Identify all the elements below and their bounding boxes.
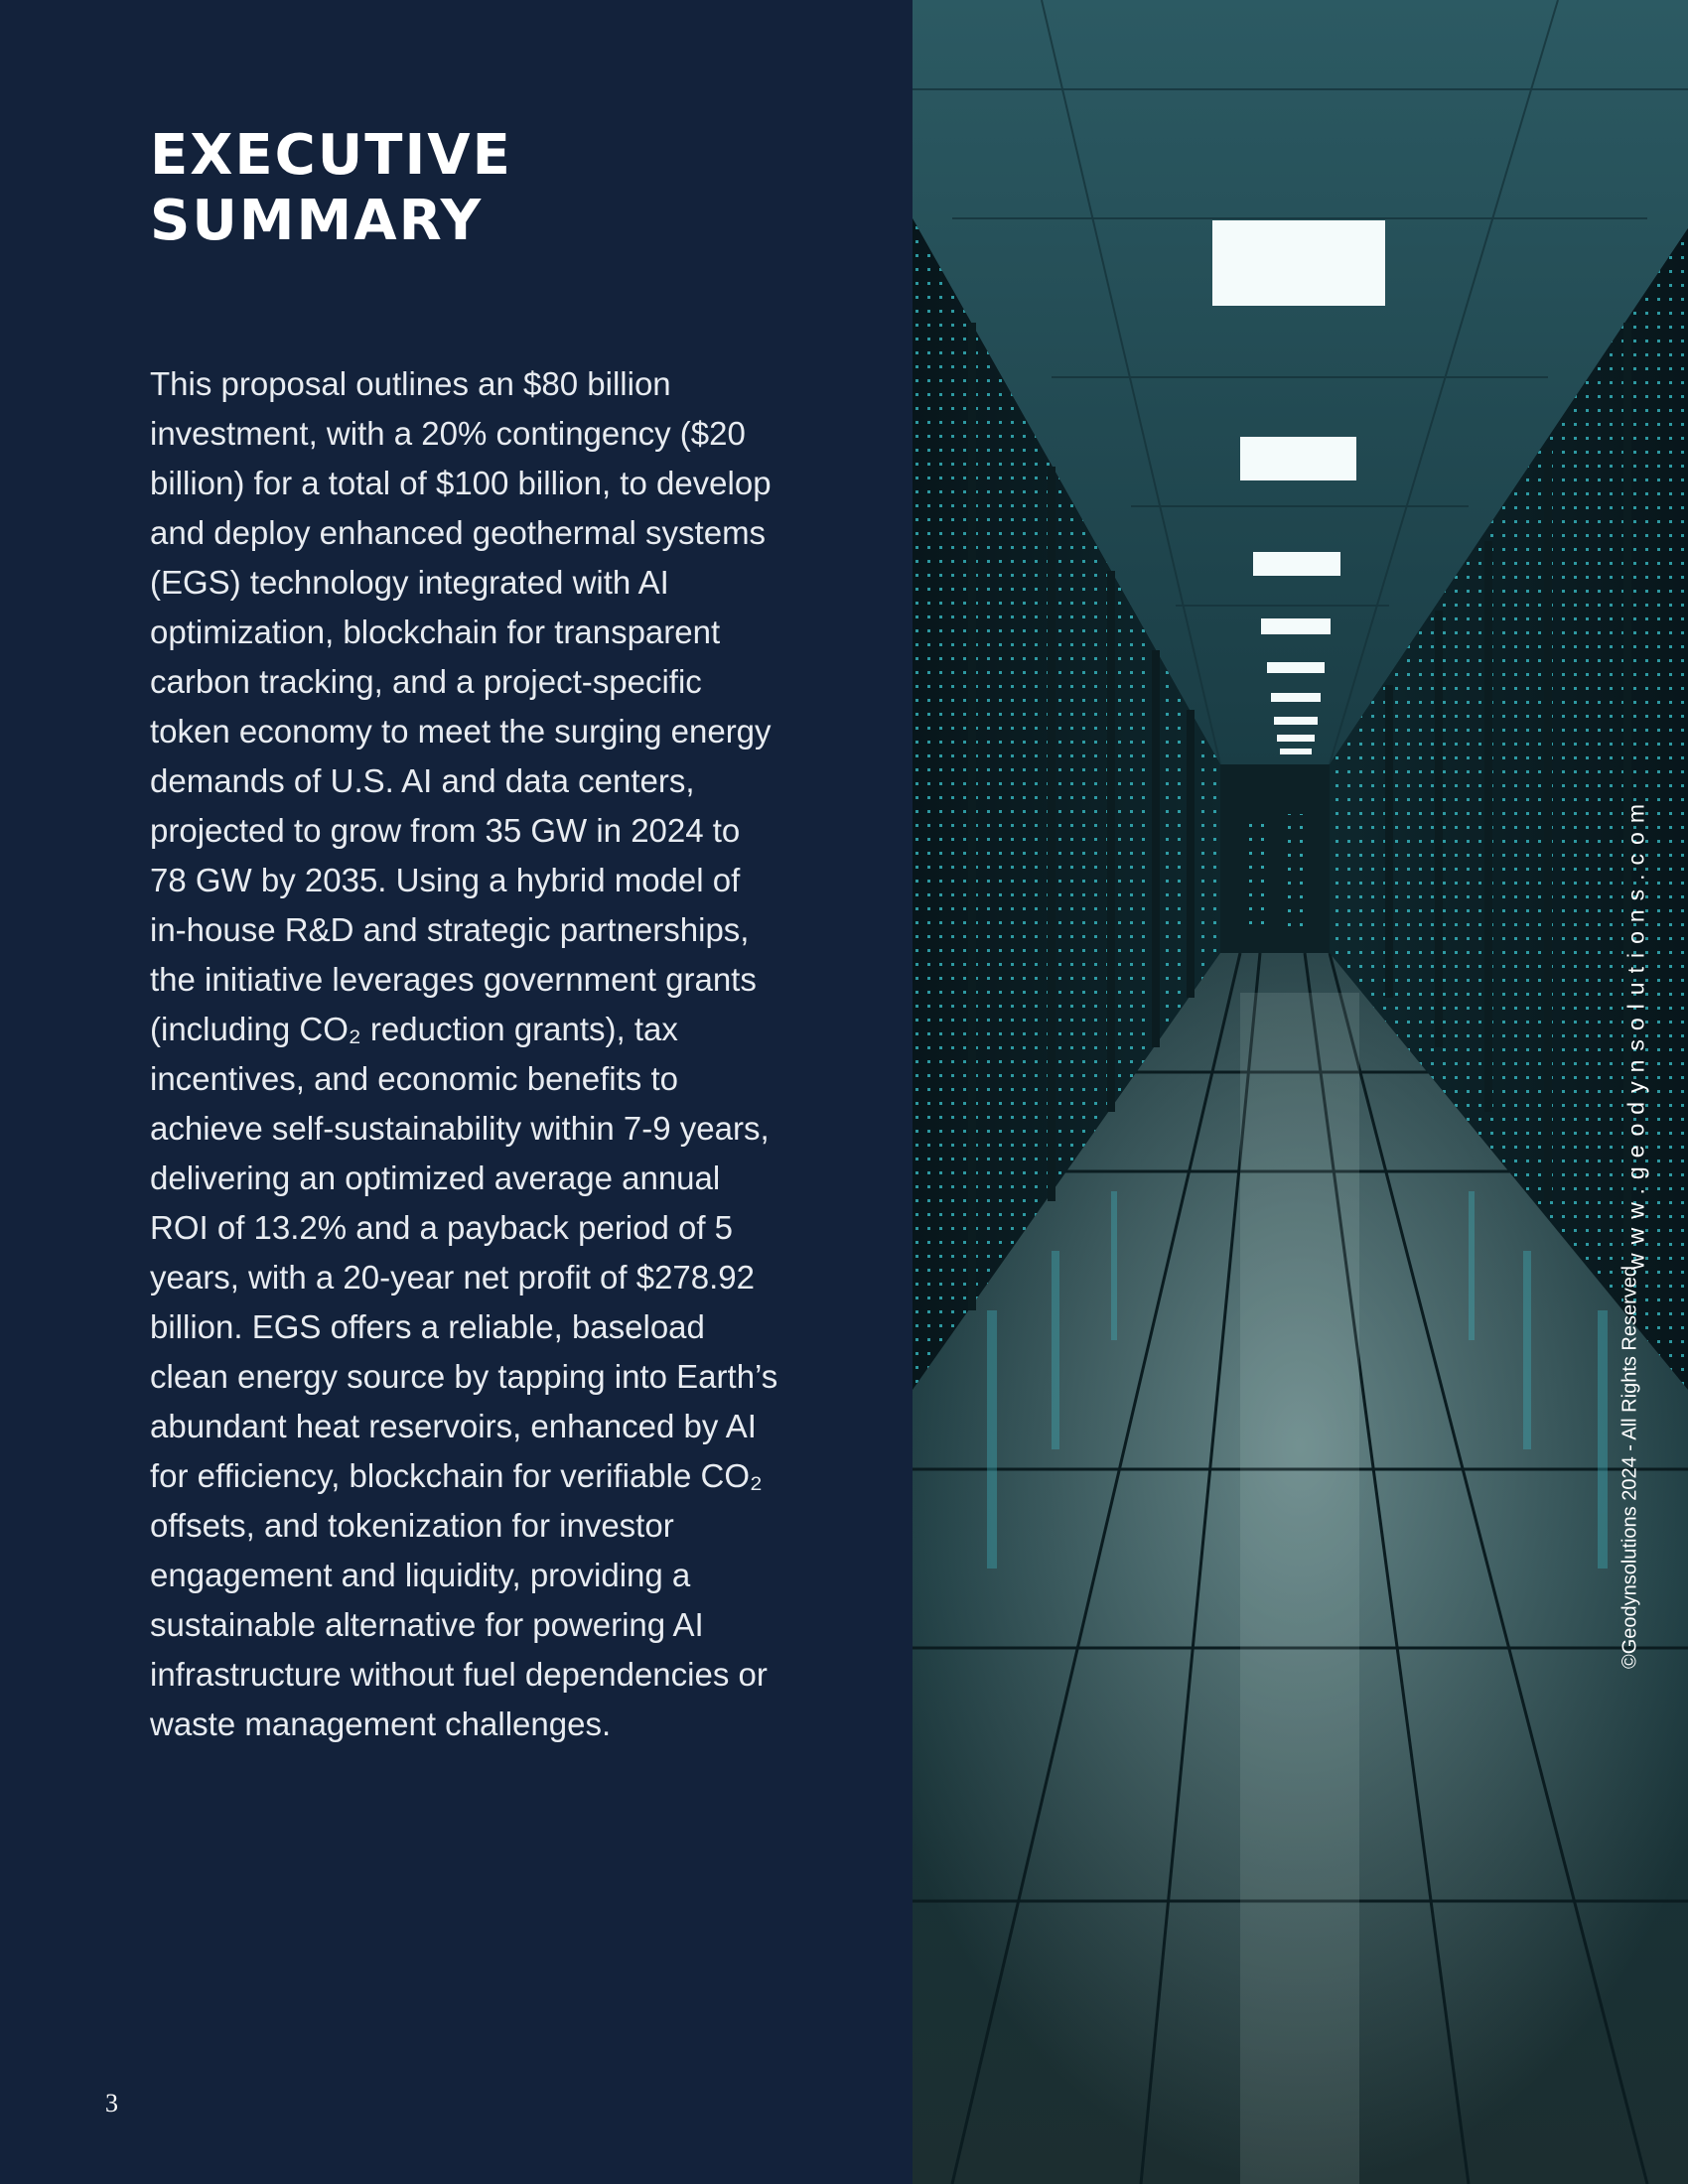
page-title xyxy=(150,123,512,254)
copyright-notice: ©Geodynsolutions 2024 - All Rights Reserved xyxy=(1618,1265,1641,1670)
title-line-2: SUMMARY xyxy=(150,189,484,253)
page-number: 3 xyxy=(105,2089,118,2117)
server-room-image xyxy=(913,0,1688,2184)
summary-paragraph: This proposal outlines an $80 billion investment, with a 20% contingency ($20 billion) for a total of $100 billion, to develop and deploy enhanced geothermal systems (EGS) technology integrated with AI optimization, blockchain for transparent carbon tracking, and a project-specific token economy to meet the surging energy demands of U.S. AI and data centers, projected to grow from 35 GW in 2024 to 78 GW by 2035. Using a hybrid model of in-house R&D and strategic partnerships, the initiative leverages government grants (including CO₂ reduction grants), tax incentives, and economic benefits to achieve self-sustainability within 7-9 years, delivering an optimized average annual ROI of 13.2% and a payback period of 5 years, with a 20-year net profit of $278.92 billion. EGS offers a reliable, baseload clean energy source by tapping into Earth’s abundant heat reservoirs, enhanced by AI for efficiency, blockchain for verifiable CO₂ offsets, and tokenization for investor engagement and liquidity, providing a sustainable alternative for powering AI infrastructure without fuel dependencies or waste management challenges. xyxy=(150,365,778,1742)
title-line-1: EXECUTIVE xyxy=(150,123,512,188)
website-url: www.geodynsolutions.com xyxy=(1622,794,1649,1271)
